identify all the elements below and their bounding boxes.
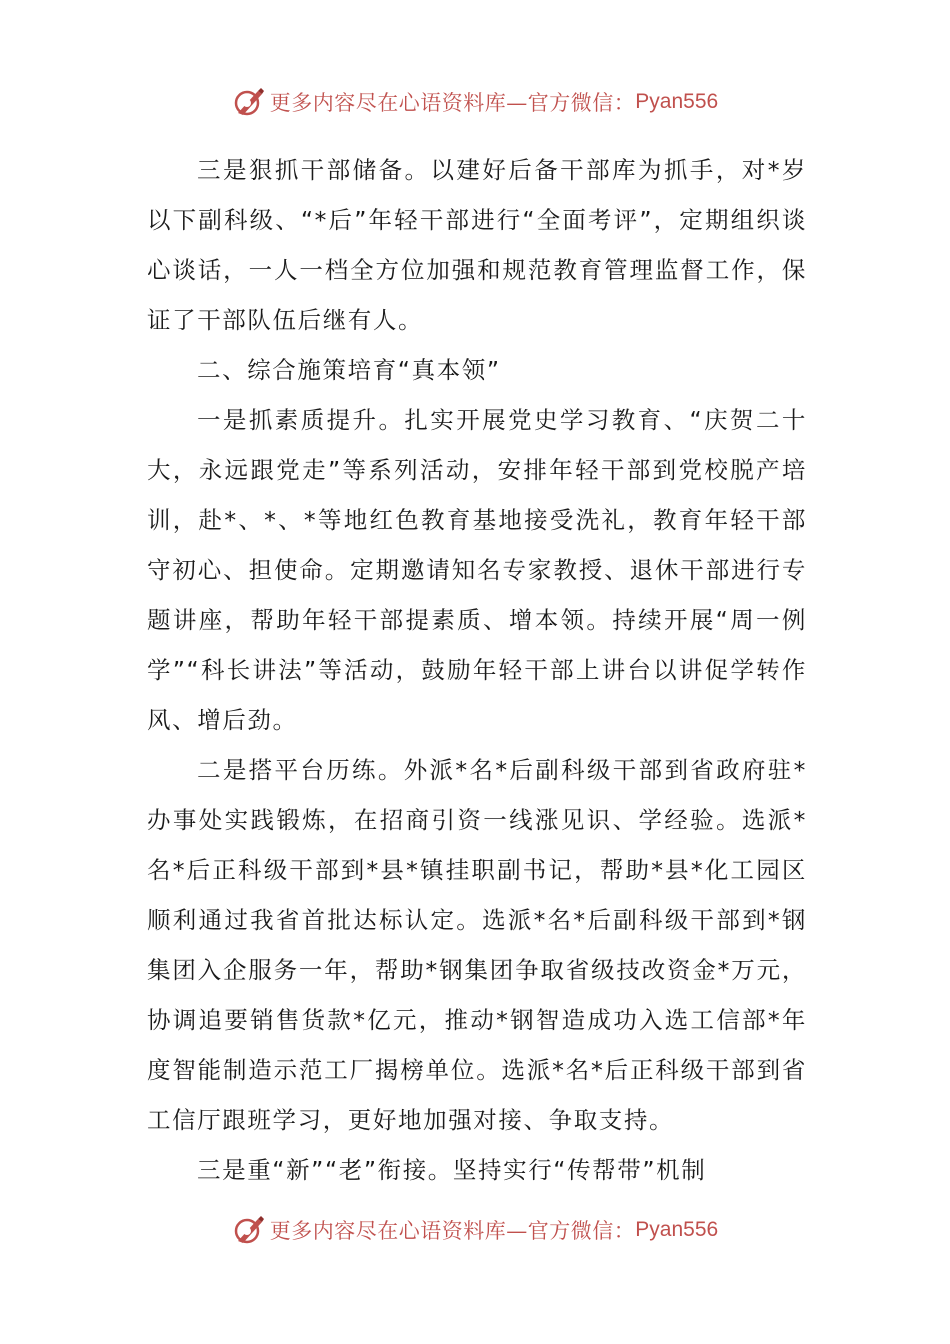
- banner-text: 更多内容尽在心语资料库—官方微信：: [269, 1219, 636, 1243]
- paragraph-3: 二是搭平台历练。外派*名*后副科级干部到省政府驻*办事处实践锻炼，在招商引资一线涨见识、学经验。选派*名*后正科级干部到*县*镇挂职副书记，帮助*县*化工园区顺利通过我省首批达标认定。选派*名*后副科级干部到*钢集团入企服务一年，帮助*钢集团争取省级技改资金*万元，协调追要销售货款*亿元，推动*钢智造成功入选工信部*年度智能制造示范工厂揭榜单位。选派*名*后正科级干部到省工信厅跟班学习，更好地加强对接、争取支持。: [147, 756, 807, 1134]
- document-body: [147, 145, 807, 1195]
- pen-logo-icon: [232, 85, 266, 119]
- paragraph-4: 三是重“新”“老”衔接。坚持实行“传帮带”机制: [197, 1156, 707, 1184]
- banner-wechat-id: Pyan556: [635, 90, 719, 113]
- paragraph-2: 一是抓素质提升。扎实开展党史学习教育、“庆贺二十大，永远跟党走”等系列活动，安排年轻干部到党校脱产培训，赴*、*、*等地红色教育基地接受洗礼，教育年轻干部守初心、担使命。定期邀请知名专家教授、退休干部进行专题讲座，帮助年轻干部提素质、增本领。持续开展“周一例学”“科长讲法”等活动，鼓励年轻干部上讲台以讲促学转作风、增后劲。: [147, 406, 807, 734]
- pen-logo-icon: [232, 1213, 266, 1247]
- paragraph-1: 三是狠抓干部储备。以建好后备干部库为抓手，对*岁以下副科级、“*后”年轻干部进行“全面考评”，定期组织谈心谈话，一人一档全方位加强和规范教育管理监督工作，保证了干部队伍后继有人。: [147, 156, 807, 334]
- section-heading: 二、综合施策培育“真本领”: [197, 356, 501, 384]
- banner-wechat-id: Pyan556: [635, 1218, 719, 1241]
- footer-watermark-banner: [0, 1210, 950, 1250]
- banner-text: 更多内容尽在心语资料库—官方微信：: [269, 91, 636, 115]
- header-watermark-banner: [0, 82, 950, 122]
